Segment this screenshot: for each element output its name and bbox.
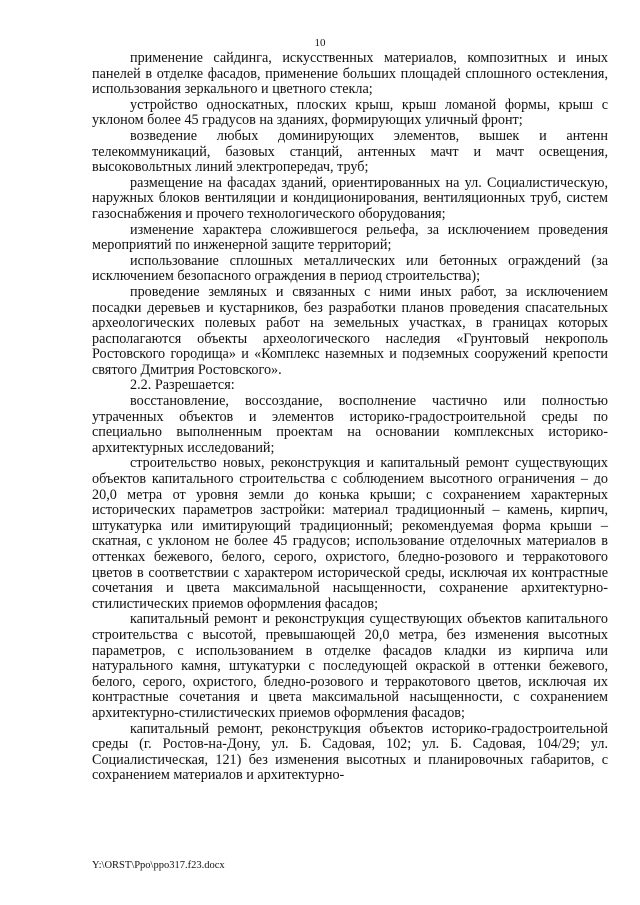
document-body (92, 51, 608, 784)
footer-file-path: Y:\ORST\Ppo\ppo317.f23.docx (92, 860, 225, 871)
paragraph: возведение любых доминирующих элементов, вышек и антенн телекоммуникаций, базовых станций, антенных мачт и мачт освещения, высоковольтных линий электропередач, труб; (92, 127, 608, 176)
section-heading: 2.2. Разрешается: (130, 377, 235, 394)
paragraph: изменение характера сложившегося рельефа, за исключением проведения мероприятий по инженерной защите территорий; (92, 221, 608, 254)
paragraph: устройство односкатных, плоских крыш, крыш ломаной формы, крыш с уклоном более 45 градусов на зданиях, формирующих уличный фронт; (92, 96, 608, 129)
paragraph: размещение на фасадах зданий, ориентированных на ул. Социалистическую, наружных блоков вентиляции и кондиционирования, вентиляционных труб, систем газоснабжения и прочего технологического оборудования; (92, 174, 608, 222)
paragraph: применение сайдинга, искусственных материалов, композитных и иных панелей в отделке фасадов, применение больших площадей сплошного остекления, использования зеркального и цветного стекла; (92, 50, 608, 98)
paragraph: капитальный ремонт и реконструкция существующих объектов капитального строительства с высотой, превышающей 20,0 метра, без изменения высотных параметров, с использованием в отделке фасадов кладки из кирпича или натурального камня, штукатурки с последующей окраской в оттенки бежевого, белого, серого, охристого, бледно-розового и терракотового цветов, исключая их контрастные сочетания и цвета максимальной насыщенности, с сохранением архитектурно-стилистических приемов оформления фасадов; (92, 611, 608, 721)
paragraph: строительство новых, реконструкция и капитальный ремонт существующих объектов капитального строительства с соблюдением высотного ограничения – до 20,0 метра от уровня земли до конька крыши; с сохранением характерных исторических параметров застройки: материал традиционный – камень, кирпич, штукатурка или имитирующий традиционный; рекомендуемая форма крыши – скатная, с уклоном не более 45 градусов; использование отделочных материалов в оттенках бежевого, белого, серого, охристого, бледно-розового и терракотового цветов в соответствии с характером исторической среды, исключая их контрастные сочетания и цвета максимальной насыщенности, сохранение архитектурно-стилистических приемов оформления фасадов; (92, 455, 608, 612)
paragraph: капитальный ремонт, реконструкция объектов историко-градостроительной среды (г. Ростов-на-Дону, ул. Б. Садовая, 102; ул. Б. Садовая, 104/29; ул. Социалистическая, 121) без изменения высотных и планировочных габаритов, с сохранением материалов и архитектурно- (92, 720, 608, 784)
page-number: 10 (314, 37, 326, 49)
paragraph: восстановление, воссоздание, восполнение частично или полностью утраченных объектов и элементов историко-градостроительной среды по специально выполненным проектам на основании комплексных историко-архитектурных исследований; (92, 393, 608, 456)
paragraph: использование сплошных металлических или бетонных ограждений (за исключением безопасного ограждения в период строительства); (92, 252, 608, 285)
paragraph: проведение земляных и связанных с ними иных работ, за исключением посадки деревьев и кустарников, без разработки планов проведения спасательных археологических полевых работ на земельных участках, в границах которых располагаются объекты археологического наследия «Грунтовый некрополь Ростовского городища» и «Комплекс наземных и подземных сооружений крепости святого Дмитрия Ростовского». (92, 283, 608, 378)
